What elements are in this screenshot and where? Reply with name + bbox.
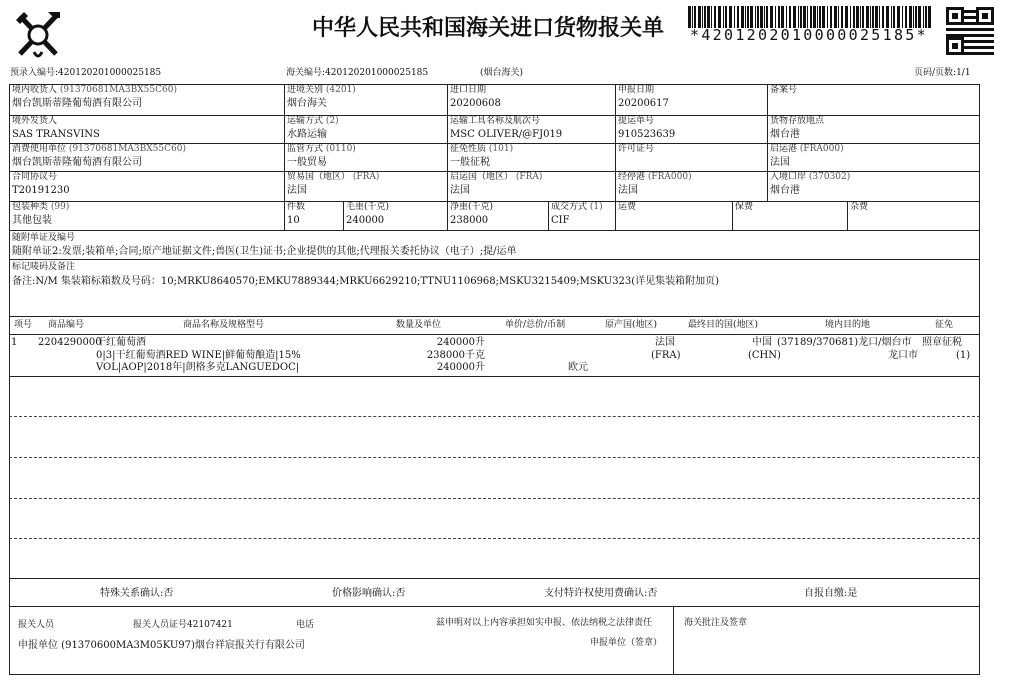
goods-spec-line2: VOL|AOP|2018年|朗格多克LANGUEDOC| (96, 362, 300, 373)
field-r1-2 (450, 85, 501, 110)
barcode (688, 6, 932, 28)
field-r3-4 (770, 144, 844, 169)
field-r5-5 (618, 202, 636, 215)
field-code: (FRA) (515, 172, 543, 182)
field-label: 运费 (618, 202, 637, 212)
domestic-dest-city: 龙口市 (888, 350, 918, 361)
col-quantity: 数量及单位 (396, 320, 442, 330)
customs-office: (烟台海关) (480, 68, 524, 78)
exemption: 照章征税 (922, 337, 962, 348)
field-r4-2 (450, 172, 542, 197)
field-value: MSC OLIVER/@FJ019 (450, 129, 563, 140)
field-label: 监管方式 (287, 144, 324, 154)
qty-line3: 240000升 (436, 362, 485, 373)
col-name-spec: 商品名称及规格型号 (183, 320, 265, 330)
field-code: (91370681MA3BX55C60) (59, 85, 177, 95)
field-label: 运输工具名称及航次号 (450, 116, 541, 126)
field-label: 消费使用单位 (12, 144, 67, 154)
goods-name: 干红葡萄酒 (96, 337, 146, 348)
field-r5-4 (551, 202, 603, 227)
field-r5-2 (346, 202, 389, 227)
field-r3-0 (12, 144, 186, 169)
field-value: SAS TRANSVINS (12, 129, 100, 140)
field-value: 法国 (287, 185, 307, 196)
field-r5-7 (850, 202, 868, 215)
field-value: 法国 (618, 185, 638, 196)
col-item-no: 项号 (14, 320, 33, 330)
field-r1-4 (770, 85, 797, 98)
field-value: 20200608 (450, 98, 501, 109)
col-origin: 原产国(地区) (605, 320, 658, 330)
field-r2-2 (450, 116, 562, 141)
qty-line2: 238000千克 (426, 350, 485, 361)
field-value: 烟台港 (770, 185, 800, 196)
customs-approval-label: 海关批注及签章 (684, 618, 748, 628)
field-value: 910523639 (618, 129, 676, 140)
field-label: 启运港 (770, 144, 798, 154)
col-hs-code: 商品编号 (48, 320, 85, 330)
field-r5-6 (735, 202, 753, 215)
pre-entry-no (10, 68, 161, 79)
price-impact-confirm: 价格影响确认:否 (332, 588, 406, 599)
field-value: T20191230 (12, 185, 70, 196)
qr-code (946, 7, 994, 55)
field-label: 启运国（地区） (450, 172, 514, 182)
field-label: 提运单号 (618, 116, 655, 126)
customs-no-value: 420120201000025185 (325, 68, 429, 78)
field-label: 申报日期 (618, 85, 655, 95)
field-code: (1) (589, 202, 603, 212)
field-label: 保费 (735, 202, 754, 212)
field-code: (101) (488, 144, 514, 154)
field-r4-0 (12, 172, 70, 197)
field-label: 合同协议号 (12, 172, 58, 182)
declarant-label: 报关人员 (18, 620, 55, 630)
field-label: 备案号 (770, 85, 798, 95)
field-r1-1 (287, 85, 356, 110)
field-code: (4201) (325, 85, 356, 95)
origin-country: 法国 (655, 337, 675, 348)
field-label: 件数 (287, 202, 306, 212)
field-r2-3 (618, 116, 675, 141)
field-label: 运输方式 (287, 116, 324, 126)
field-r5-1 (287, 202, 305, 227)
marks-value: 备注:N/M 集装箱标箱数及号码：10;MRKU8640570;EMKU7889344;MRKU6629210;TTNU1106968;MSKU3215409;MSKU323(详见集装箱附加页) (12, 276, 720, 287)
field-label: 杂费 (850, 202, 869, 212)
attached-docs-label: 随附单证及编号 (12, 233, 76, 243)
field-r5-0 (12, 202, 69, 227)
field-r1-3 (618, 85, 669, 110)
field-r4-4 (770, 172, 850, 197)
field-value: 238000 (450, 215, 489, 226)
field-value: 一般贸易 (287, 157, 327, 168)
col-exempt: 征免 (935, 320, 954, 330)
field-label: 进口日期 (450, 85, 487, 95)
field-label: 净重(千克) (450, 202, 494, 212)
qty-line1: 240000升 (436, 337, 485, 348)
customs-emblem (10, 6, 66, 62)
field-r1-0 (12, 85, 177, 110)
goods-hs-code: 2204290000 (38, 337, 102, 348)
field-value: CIF (551, 215, 570, 226)
field-code: (99) (50, 202, 70, 212)
customs-no (286, 68, 428, 79)
field-value: 烟台凯斯蒂隆葡萄酒有限公司 (12, 98, 142, 109)
field-value: 10 (287, 215, 300, 226)
field-code: (2) (325, 116, 339, 126)
field-value: 一般征税 (450, 157, 490, 168)
unit-seal: 申报单位（签章） (590, 638, 663, 648)
field-code: (91370681MA3BX55C60) (68, 144, 186, 154)
col-domestic-dest: 境内目的地 (825, 320, 871, 330)
field-label: 进境关别 (287, 85, 324, 95)
field-r3-1 (287, 144, 356, 169)
field-label: 征免性质 (450, 144, 487, 154)
page-title: 中华人民共和国海关进口货物报关单 (312, 16, 665, 41)
barcode-text: *4201202010000025185* (690, 26, 928, 44)
self-declare: 自报自缴:是 (804, 588, 858, 599)
col-final-dest: 最终目的国(地区) (688, 320, 759, 330)
col-price: 单价/总价/币制 (505, 320, 566, 330)
royalty-confirm: 支付特许权使用费确认:否 (544, 588, 658, 599)
customs-no-label: 海关编号: (286, 68, 326, 78)
special-relation-confirm: 特殊关系确认:否 (100, 588, 174, 599)
declarant-cert: 报关人员证号42107421 (133, 620, 233, 630)
exemption-code: (1) (956, 350, 971, 361)
field-value: 烟台港 (770, 129, 800, 140)
page-count: 页码/页数:1/1 (914, 68, 971, 78)
field-code: (FRA000) (647, 172, 692, 182)
field-r3-3 (618, 144, 654, 157)
field-label: 境内收货人 (12, 85, 58, 95)
field-label: 成交方式 (551, 202, 588, 212)
dest-country: 中国 (752, 337, 772, 348)
field-label: 经停港 (618, 172, 646, 182)
field-code: (370302) (808, 172, 851, 182)
field-r4-3 (618, 172, 692, 197)
goods-item-no: 1 (11, 337, 18, 348)
field-label: 毛重(千克) (346, 202, 390, 212)
field-value: 法国 (450, 185, 470, 196)
field-value: 烟台凯斯蒂隆葡萄酒有限公司 (12, 157, 142, 168)
field-r4-1 (287, 172, 379, 197)
dest-code: (CHN) (748, 350, 781, 361)
domestic-dest: (37189/370681)龙口/烟台市 (777, 337, 912, 348)
marks-label: 标记唛码及备注 (12, 262, 76, 272)
field-code: (FRA000) (799, 144, 844, 154)
field-label: 境外发货人 (12, 116, 58, 126)
field-label: 包装种类 (12, 202, 49, 212)
legal-statement: 兹申明对以上内容承担如实申报、依法纳税之法律责任 (436, 618, 653, 628)
field-value: 法国 (770, 157, 790, 168)
attached-docs-value: 随附单证2:发票;装箱单;合同;原产地证据文件;兽医(卫生)证书;企业提供的其他;代理报关委托协议（电子）;提/运单 (12, 246, 517, 257)
field-value: 20200617 (618, 98, 669, 109)
goods-spec-line1: 0|3|干红葡萄酒RED WINE|鲜葡萄酿造|15% (96, 350, 301, 361)
field-label: 入境口岸 (770, 172, 807, 182)
pre-entry-value: 420120201000025185 (58, 68, 162, 78)
field-r2-4 (770, 116, 824, 141)
currency: 欧元 (568, 362, 588, 373)
field-value: 烟台海关 (287, 98, 327, 109)
origin-code: (FRA) (651, 350, 681, 361)
field-code: (FRA) (352, 172, 380, 182)
field-label: 许可证号 (618, 144, 655, 154)
field-r2-0 (12, 116, 100, 141)
pre-entry-label: 预录入编号: (10, 68, 59, 78)
field-label: 货物存放地点 (770, 116, 825, 126)
field-r3-2 (450, 144, 513, 169)
field-value: 240000 (346, 215, 385, 226)
field-r2-1 (287, 116, 339, 141)
field-code: (0110) (325, 144, 356, 154)
field-r5-3 (450, 202, 493, 227)
field-value: 水路运输 (287, 129, 327, 140)
field-label: 贸易国（地区） (287, 172, 351, 182)
field-value: 其他包装 (12, 215, 52, 226)
phone-label: 电话 (296, 620, 315, 630)
declaring-unit: 申报单位 (91370600MA3M05KU97)烟台祥宸报关行有限公司 (18, 640, 305, 651)
